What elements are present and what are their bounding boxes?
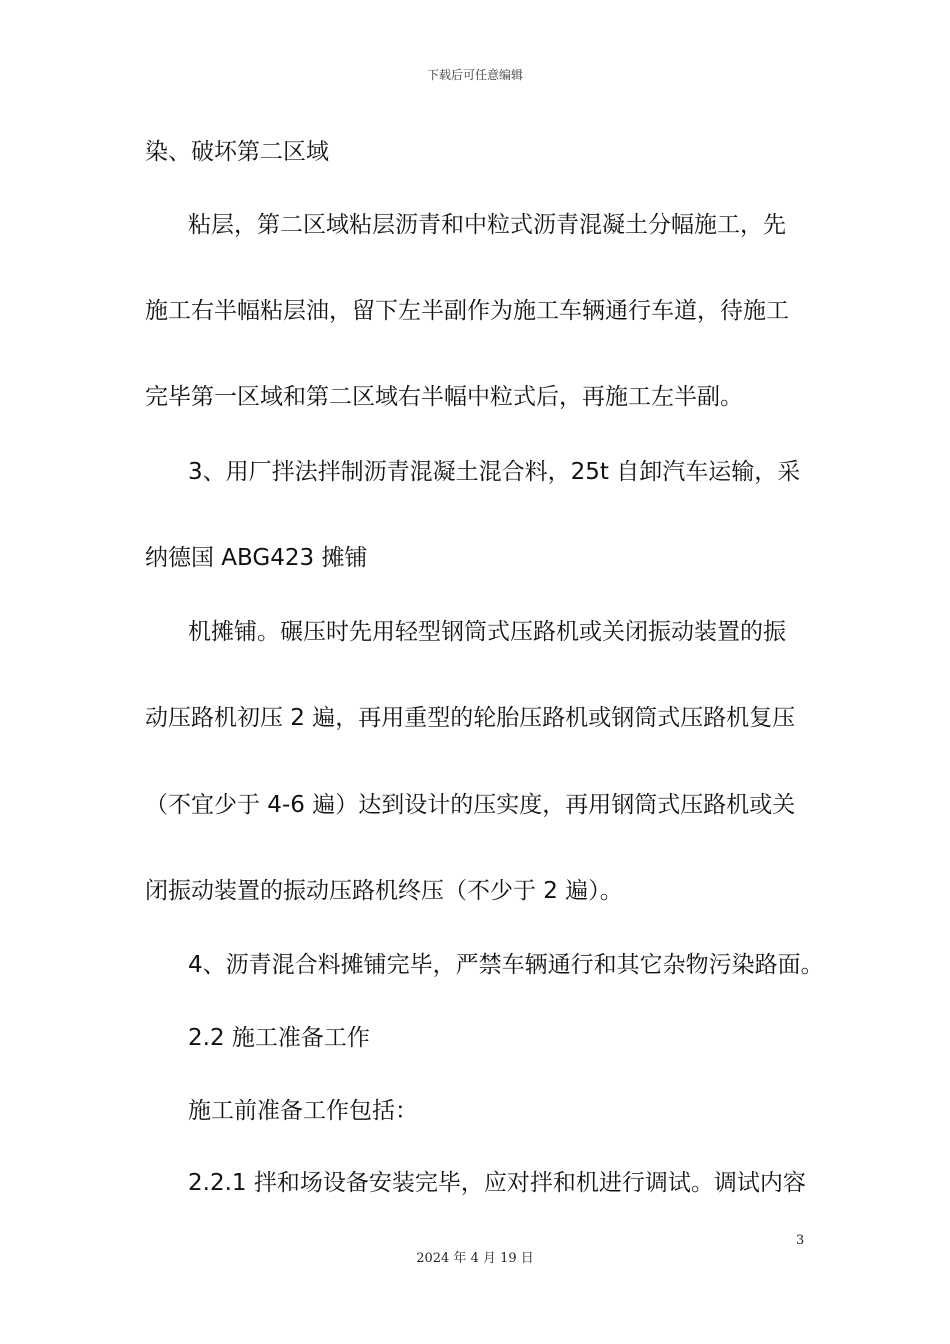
page-footer-date: 2024 年 4 月 19 日 xyxy=(416,1251,534,1266)
body-line: 染、破坏第二区域 xyxy=(145,139,329,165)
section-heading: 2.2 施工准备工作 xyxy=(188,1025,370,1051)
body-line: 机摊铺。碾压时先用轻型钢筒式压路机或关闭振动装置的振 xyxy=(188,619,786,645)
body-line: 粘层，第二区域粘层沥青和中粒式沥青混凝土分幅施工，先 xyxy=(188,212,786,238)
body-line: 施工前准备工作包括： xyxy=(188,1098,418,1124)
body-line: 4、沥青混合料摊铺完毕，严禁车辆通行和其它杂物污染路面。 xyxy=(188,952,824,978)
body-line: 3、用厂拌法拌制沥青混凝土混合料，25t 自卸汽车运输，采 xyxy=(188,459,801,485)
page-header: 下载后可任意编辑 xyxy=(426,68,523,82)
body-line: （不宜少于 4-6 遍）达到设计的压实度，再用钢筒式压路机或关 xyxy=(145,792,796,818)
body-line: 完毕第一区域和第二区域右半幅中粒式后，再施工左半副。 xyxy=(145,384,743,410)
body-line: 闭振动装置的振动压路机终压（不少于 2 遍）。 xyxy=(145,878,623,904)
body-line: 动压路机初压 2 遍，再用重型的轮胎压路机或钢筒式压路机复压 xyxy=(145,705,796,731)
body-line: 2.2.1 拌和场设备安装完毕，应对拌和机进行调试。调试内容 xyxy=(188,1170,806,1196)
page-number: 3 xyxy=(796,1233,805,1248)
body-line: 施工右半幅粘层油，留下左半副作为施工车辆通行车道，待施工 xyxy=(145,298,789,324)
body-line: 纳德国 ABG423 摊铺 xyxy=(145,545,368,571)
